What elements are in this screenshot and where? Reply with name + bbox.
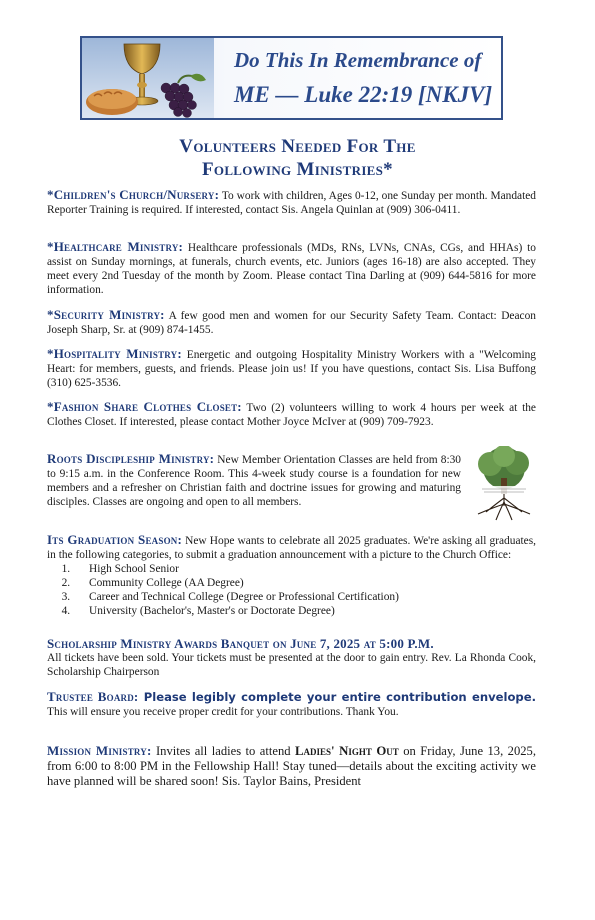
fashion-share-section xyxy=(47,400,536,429)
hospitality-label: *Hospitality Ministry: xyxy=(47,346,182,361)
headline-line1: Volunteers Needed For The xyxy=(179,136,416,157)
hospitality-section xyxy=(47,347,536,390)
mission-text-1: Invites all ladies to attend xyxy=(151,744,296,758)
trustee-section xyxy=(47,690,536,719)
security-section xyxy=(47,308,536,337)
mission-label: Mission Ministry: xyxy=(47,743,152,758)
graduation-label: Its Graduation Season: xyxy=(47,532,183,547)
trustee-text: This will ensure you receive proper credit for your contributions. Thank You. xyxy=(47,706,399,718)
banner-title-line1: Do This In Remembrance of xyxy=(234,48,482,72)
hospitality-text: Energetic and outgoing Hospitality Ministry Workers with a "Welcoming Heart: for members, guests, and friends. Please join us! If you have questions, contact Sis. Lisa Buffong (310) 625-3536. xyxy=(47,349,536,389)
childrens-church-section xyxy=(47,188,536,217)
healthcare-section xyxy=(47,240,536,297)
header-banner xyxy=(80,36,503,120)
page-headline xyxy=(40,135,555,181)
ladies-night-out-event: Ladies' Night Out xyxy=(295,744,399,758)
roots-discipleship-text: New Member Orientation Classes are held from 8:30 to 9:15 a.m. in the Conference Room. This 4-week study course is a foundation for new members and a refresher on Christian faith and doctrine issues for growing and maturing disciples. Classes are ongoing and open to all members. xyxy=(47,454,461,508)
childrens-church-text: To work with children, Ages 0-12, one Sunday per month. Mandated Reporter Training is required. If interested, contact Sis. Angela Quinlan at (909) 306-0411. xyxy=(47,190,536,216)
list-item: 4. University (Bachelor's, Master's or Doctorate Degree) xyxy=(73,604,536,618)
trustee-emphasis: Please legibly complete your entire contribution envelope. xyxy=(138,690,536,704)
healthcare-label: *Healthcare Ministry: xyxy=(47,239,184,254)
list-item: 2. Community College (AA Degree) xyxy=(73,576,536,590)
security-text: A few good men and women for our Security Safety Team. Contact: Deacon Joseph Sharp, Sr. at (909) 874-1455. xyxy=(47,310,536,336)
roots-discipleship-label: Roots Discipleship Ministry: xyxy=(47,451,215,466)
graduation-section xyxy=(47,533,536,618)
graduation-text: New Hope wants to celebrate all 2025 graduates. We're asking all graduates, in the following categories, to submit a graduation announcement with a picture to the Church Office: xyxy=(47,535,537,561)
mission-text-2: on Friday, June 13, 2025, from 6:00 to 8:00 PM in the Fellowship Hall! Stay tuned—details about the exciting activity we have planned will be shared soon! Sis. Taylor Bains, President xyxy=(47,744,537,788)
security-label: *Security Ministry: xyxy=(47,307,165,322)
communion-image xyxy=(82,38,214,118)
scholarship-label: Scholarship Ministry Awards Banquet on June 7, 2025 at 5:00 P.M. xyxy=(47,636,434,651)
fashion-share-label: *Fashion Share Clothes Closet: xyxy=(47,399,242,414)
scholarship-text: All tickets have been sold. Your tickets must be presented at the door to gain entry. Rev. La Rhonda Cook, Scholarship Chairperson xyxy=(47,652,536,678)
roots-discipleship-section xyxy=(47,452,461,509)
mission-section xyxy=(47,743,536,789)
scholarship-section xyxy=(47,637,536,679)
childrens-church-label: *Children's Church/Nursery: xyxy=(47,187,220,202)
fashion-share-text: Two (2) volunteers willing to work 4 hours per week at the Clothes Closet. If interested, please contact Mother Joyce McIver at (909) 709-7923. xyxy=(47,402,536,428)
list-item: 1. High School Senior xyxy=(73,562,536,576)
list-item: 3. Career and Technical College (Degree or Professional Certification) xyxy=(73,590,536,604)
headline-line2: Following Ministries* xyxy=(202,159,393,180)
banner-title-line2: ME — Luke 22:19 [NKJV] xyxy=(234,82,493,107)
graduation-categories-list xyxy=(47,562,536,618)
trustee-label: Trustee Board: xyxy=(47,689,139,704)
healthcare-text: Healthcare professionals (MDs, RNs, LVNs, CNAs, CGs, and HHAs) to assist on Sunday mornings, at funerals, church events, etc. Juniors (ages 16-18) are also accepted. They meet every 2nd Tuesday of the month by Zoom. Please contact Tina Darling at (909) 644-5816 for more information. xyxy=(47,242,536,296)
roots-tree-logo xyxy=(470,446,538,522)
